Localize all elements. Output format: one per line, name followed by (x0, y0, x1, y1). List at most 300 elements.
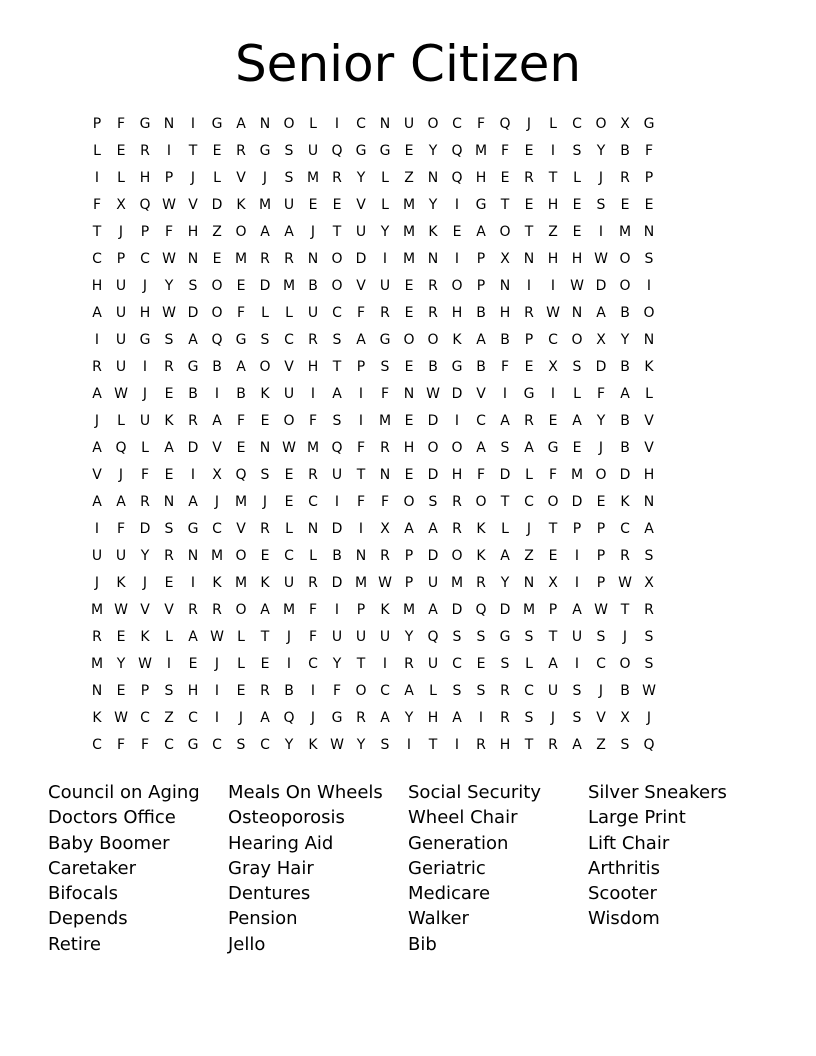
grid-letter: T (332, 359, 342, 375)
grid-letter: E (404, 143, 414, 159)
grid-letter: I (94, 332, 100, 348)
grid-letter: S (596, 629, 606, 645)
grid-letter: V (284, 359, 294, 375)
grid-letter: H (187, 224, 199, 240)
grid-letter: C (308, 656, 318, 672)
grid-letter: S (188, 278, 198, 294)
grid-letter: O (211, 305, 223, 321)
grid-letter: Y (428, 197, 438, 213)
grid-letter: E (404, 359, 414, 375)
grid-letter: E (212, 143, 222, 159)
grid-letter: S (644, 251, 654, 267)
grid-letter: E (404, 467, 414, 483)
grid-letter: B (188, 386, 198, 402)
grid-letter: E (260, 548, 270, 564)
grid-letter: M (282, 602, 296, 618)
grid-letter: I (574, 656, 580, 672)
grid-letter: J (550, 710, 556, 726)
grid-letter: W (162, 197, 176, 213)
grid-letter: C (140, 251, 150, 267)
word-list-item: Retire (48, 933, 101, 955)
grid-letter: C (332, 305, 342, 321)
grid-letter: I (406, 737, 412, 753)
grid-letter: D (139, 521, 151, 537)
grid-letter: U (115, 332, 127, 348)
grid-letter: F (236, 413, 246, 429)
grid-letter: G (547, 440, 559, 456)
grid-letter: R (308, 332, 318, 348)
grid-letter: D (595, 359, 607, 375)
grid-letter: I (646, 278, 652, 294)
grid-letter: U (307, 305, 319, 321)
grid-row (85, 300, 733, 327)
grid-letter: F (116, 521, 126, 537)
grid-letter: J (190, 170, 196, 186)
grid-letter: J (598, 170, 604, 186)
grid-letter: Y (380, 224, 390, 240)
grid-letter: R (524, 170, 534, 186)
grid-letter: B (476, 305, 486, 321)
grid-letter: H (91, 278, 103, 294)
grid-letter: J (238, 710, 244, 726)
grid-letter: W (114, 602, 128, 618)
grid-letter: N (403, 386, 415, 402)
grid-letter: F (116, 116, 126, 132)
grid-letter: L (549, 116, 557, 132)
grid-letter: S (620, 737, 630, 753)
grid-letter: T (428, 737, 438, 753)
grid-letter: I (286, 656, 292, 672)
grid-letter: J (526, 116, 532, 132)
grid-letter: K (380, 602, 390, 618)
grid-row (85, 462, 733, 489)
grid-letter: G (379, 332, 391, 348)
grid-letter: N (163, 494, 175, 510)
grid-letter: L (141, 440, 149, 456)
grid-letter: S (260, 467, 270, 483)
grid-letter: S (572, 683, 582, 699)
grid-letter: E (452, 224, 462, 240)
grid-letter: K (644, 359, 654, 375)
grid-letter: E (164, 467, 174, 483)
grid-letter: W (618, 575, 632, 591)
grid-letter: Z (524, 548, 534, 564)
grid-letter: I (358, 386, 364, 402)
grid-row (85, 138, 733, 165)
grid-letter: R (356, 710, 366, 726)
grid-letter: J (598, 683, 604, 699)
grid-letter: R (380, 548, 390, 564)
grid-letter: D (451, 602, 463, 618)
grid-letter: A (356, 332, 366, 348)
grid-row (85, 273, 733, 300)
word-list-item: Osteoporosis (228, 807, 345, 829)
grid-letter: P (404, 575, 414, 591)
grid-letter: Y (620, 332, 630, 348)
grid-letter: C (524, 683, 534, 699)
grid-letter: G (211, 116, 223, 132)
grid-letter: B (476, 359, 486, 375)
grid-letter: U (283, 575, 295, 591)
grid-letter: V (140, 602, 150, 618)
grid-letter: M (282, 278, 296, 294)
grid-letter: S (644, 548, 654, 564)
grid-letter: Y (500, 575, 510, 591)
grid-letter: N (187, 251, 199, 267)
grid-letter: J (310, 224, 316, 240)
grid-letter: S (380, 737, 390, 753)
grid-letter: N (187, 548, 199, 564)
grid-letter: V (236, 521, 246, 537)
grid-letter: M (402, 602, 416, 618)
grid-letter: H (475, 170, 487, 186)
grid-letter: A (188, 494, 198, 510)
grid-letter: P (404, 548, 414, 564)
word-list-item: Caretaker (48, 857, 137, 879)
grid-letter: C (188, 710, 198, 726)
grid-letter: O (427, 116, 439, 132)
grid-letter: K (476, 521, 486, 537)
grid-letter: A (92, 494, 102, 510)
grid-letter: E (212, 251, 222, 267)
grid-letter: H (547, 197, 559, 213)
grid-letter: I (526, 278, 532, 294)
grid-letter: P (524, 332, 534, 348)
grid-letter: W (594, 602, 608, 618)
grid-letter: O (619, 656, 631, 672)
grid-letter: K (476, 548, 486, 564)
grid-letter: O (283, 413, 295, 429)
grid-letter: G (379, 143, 391, 159)
grid-letter: X (212, 467, 222, 483)
grid-letter: I (454, 737, 460, 753)
grid-letter: A (236, 116, 246, 132)
grid-letter: C (260, 737, 270, 753)
grid-letter: G (139, 116, 151, 132)
grid-letter: L (117, 413, 125, 429)
grid-letter: H (187, 683, 199, 699)
grid-letter: F (140, 467, 150, 483)
grid-letter: V (476, 386, 486, 402)
grid-letter: Y (284, 737, 294, 753)
grid-letter: W (114, 386, 128, 402)
grid-letter: P (596, 575, 606, 591)
grid-letter: A (500, 548, 510, 564)
grid-letter: H (307, 359, 319, 375)
grid-letter: S (164, 332, 174, 348)
grid-letter: I (334, 494, 340, 510)
grid-letter: E (524, 197, 534, 213)
grid-letter: O (643, 305, 655, 321)
word-column (408, 780, 588, 957)
grid-letter: U (547, 683, 559, 699)
grid-letter: L (165, 629, 173, 645)
grid-letter: J (262, 494, 268, 510)
page-title: Senior Citizen (234, 35, 582, 93)
grid-letter: M (258, 197, 272, 213)
grid-letter: H (427, 710, 439, 726)
grid-row (85, 597, 733, 624)
grid-letter: F (356, 305, 366, 321)
grid-letter: F (644, 143, 654, 159)
grid-letter: K (428, 224, 438, 240)
grid-letter: A (92, 386, 102, 402)
grid-letter: B (620, 305, 630, 321)
grid-letter: H (451, 305, 463, 321)
grid-letter: F (356, 440, 366, 456)
grid-letter: A (428, 602, 438, 618)
grid-letter: Q (643, 737, 655, 753)
grid-letter: X (380, 521, 390, 537)
grid-letter: S (572, 359, 582, 375)
grid-letter: F (500, 143, 510, 159)
grid-letter: C (524, 494, 534, 510)
grid-letter: W (642, 683, 656, 699)
grid-letter: X (116, 197, 126, 213)
word-list-item: Jello (228, 933, 266, 955)
grid-letter: H (499, 737, 511, 753)
grid-letter: Q (451, 170, 463, 186)
grid-letter: F (332, 683, 342, 699)
grid-letter: A (404, 521, 414, 537)
word-list-item: Depends (48, 908, 128, 930)
grid-letter: Y (428, 143, 438, 159)
grid-letter: L (261, 305, 269, 321)
grid-letter: Q (115, 440, 127, 456)
grid-letter: E (164, 386, 174, 402)
grid-letter: F (548, 467, 558, 483)
grid-letter: M (306, 170, 320, 186)
grid-letter: L (213, 170, 221, 186)
grid-letter: I (166, 656, 172, 672)
grid-letter: T (92, 224, 102, 240)
grid-letter: R (644, 602, 654, 618)
letter-grid (85, 111, 733, 759)
word-list (48, 780, 788, 957)
grid-letter: R (140, 143, 150, 159)
grid-letter: R (260, 683, 270, 699)
grid-letter: W (114, 710, 128, 726)
grid-letter: H (547, 251, 559, 267)
grid-letter: X (548, 359, 558, 375)
grid-letter: U (355, 224, 367, 240)
grid-letter: R (284, 251, 294, 267)
grid-letter: E (116, 683, 126, 699)
grid-letter: R (500, 683, 510, 699)
grid-letter: N (307, 251, 319, 267)
grid-letter: F (236, 305, 246, 321)
grid-letter: I (478, 710, 484, 726)
grid-letter: M (402, 224, 416, 240)
grid-letter: W (162, 251, 176, 267)
grid-letter: B (212, 359, 222, 375)
grid-row (85, 678, 733, 705)
grid-row (85, 543, 733, 570)
grid-letter: A (92, 305, 102, 321)
grid-letter: D (427, 548, 439, 564)
grid-letter: U (427, 575, 439, 591)
grid-letter: O (451, 278, 463, 294)
grid-letter: E (548, 548, 558, 564)
grid-letter: O (619, 251, 631, 267)
word-list-item: Hearing Aid (228, 832, 334, 854)
grid-letter: R (332, 170, 342, 186)
grid-letter: R (524, 305, 534, 321)
grid-letter: Y (596, 413, 606, 429)
grid-letter: N (259, 440, 271, 456)
grid-letter: N (379, 116, 391, 132)
grid-letter: C (380, 683, 390, 699)
grid-letter: K (164, 413, 174, 429)
grid-letter: S (332, 332, 342, 348)
grid-letter: O (547, 494, 559, 510)
grid-letter: F (476, 116, 486, 132)
grid-letter: N (307, 521, 319, 537)
grid-letter: R (380, 440, 390, 456)
grid-letter: R (92, 359, 102, 375)
grid-letter: Y (332, 656, 342, 672)
grid-letter: E (572, 440, 582, 456)
grid-letter: S (572, 710, 582, 726)
grid-letter: L (573, 170, 581, 186)
grid-letter: U (91, 548, 103, 564)
grid-letter: J (94, 413, 100, 429)
word-list-item: Social Security (408, 782, 542, 803)
grid-letter: I (598, 224, 604, 240)
grid-letter: Q (499, 116, 511, 132)
grid-letter: U (379, 278, 391, 294)
grid-letter: A (212, 413, 222, 429)
grid-letter: H (139, 305, 151, 321)
grid-letter: J (214, 656, 220, 672)
grid-letter: I (574, 575, 580, 591)
grid-letter: I (142, 359, 148, 375)
grid-letter: W (426, 386, 440, 402)
grid-letter: W (210, 629, 224, 645)
grid-letter: K (452, 332, 462, 348)
grid-letter: X (644, 575, 654, 591)
grid-letter: R (188, 413, 198, 429)
grid-letter: D (427, 413, 439, 429)
grid-letter: S (524, 629, 534, 645)
grid-letter: Z (596, 737, 606, 753)
grid-letter: E (644, 197, 654, 213)
grid-letter: A (116, 494, 126, 510)
grid-letter: J (118, 467, 124, 483)
grid-letter: B (620, 683, 630, 699)
grid-letter: S (260, 332, 270, 348)
grid-letter: A (524, 440, 534, 456)
grid-letter: C (620, 521, 630, 537)
grid-letter: L (285, 305, 293, 321)
grid-letter: N (523, 251, 535, 267)
grid-letter: D (355, 251, 367, 267)
grid-letter: Y (164, 278, 174, 294)
grid-letter: V (164, 602, 174, 618)
grid-letter: U (403, 116, 415, 132)
grid-letter: D (211, 197, 223, 213)
grid-letter: J (526, 521, 532, 537)
grid-letter: I (334, 602, 340, 618)
grid-letter: O (499, 224, 511, 240)
word-list-item: Walker (408, 908, 469, 930)
word-column (228, 780, 408, 957)
grid-letter: I (454, 251, 460, 267)
grid-letter: O (571, 332, 583, 348)
grid-letter: L (285, 521, 293, 537)
grid-letter: P (596, 548, 606, 564)
grid-letter: L (93, 143, 101, 159)
grid-letter: T (356, 656, 366, 672)
grid-letter: U (283, 386, 295, 402)
grid-letter: U (331, 467, 343, 483)
grid-letter: W (282, 440, 296, 456)
grid-letter: I (214, 710, 220, 726)
grid-letter: S (452, 629, 462, 645)
grid-letter: R (404, 656, 414, 672)
grid-letter: E (260, 413, 270, 429)
grid-letter: U (115, 359, 127, 375)
grid-letter: N (427, 170, 439, 186)
grid-letter: G (523, 386, 535, 402)
grid-letter: M (474, 143, 488, 159)
grid-letter: D (595, 278, 607, 294)
grid-letter: R (428, 278, 438, 294)
grid-letter: F (596, 386, 606, 402)
grid-letter: R (236, 143, 246, 159)
grid-letter: P (92, 116, 102, 132)
grid-letter: L (237, 629, 245, 645)
grid-letter: E (332, 197, 342, 213)
word-list-item: Geriatric (408, 857, 486, 879)
grid-letter: D (259, 278, 271, 294)
grid-letter: A (476, 224, 486, 240)
grid-letter: D (619, 467, 631, 483)
grid-letter: B (428, 359, 438, 375)
grid-letter: R (212, 602, 222, 618)
grid-letter: C (452, 656, 462, 672)
grid-letter: T (188, 143, 198, 159)
grid-letter: P (572, 521, 582, 537)
grid-letter: R (620, 170, 630, 186)
grid-letter: B (620, 359, 630, 375)
grid-letter: A (188, 629, 198, 645)
grid-letter: M (402, 251, 416, 267)
word-list-item: Pension (228, 908, 298, 930)
grid-letter: I (94, 170, 100, 186)
grid-letter: X (548, 575, 558, 591)
grid-letter: E (116, 629, 126, 645)
grid-letter: H (643, 467, 655, 483)
grid-letter: E (260, 656, 270, 672)
grid-letter: R (92, 629, 102, 645)
grid-letter: Y (596, 143, 606, 159)
grid-letter: L (117, 170, 125, 186)
grid-letter: Q (331, 143, 343, 159)
grid-letter: B (620, 143, 630, 159)
grid-letter: Q (331, 440, 343, 456)
grid-letter: T (524, 224, 534, 240)
grid-letter: O (619, 278, 631, 294)
grid-letter: O (259, 359, 271, 375)
grid-letter: I (454, 197, 460, 213)
grid-letter: N (427, 251, 439, 267)
grid-letter: E (548, 413, 558, 429)
grid-letter: X (620, 116, 630, 132)
grid-letter: M (402, 197, 416, 213)
grid-letter: O (355, 683, 367, 699)
grid-letter: B (620, 413, 630, 429)
